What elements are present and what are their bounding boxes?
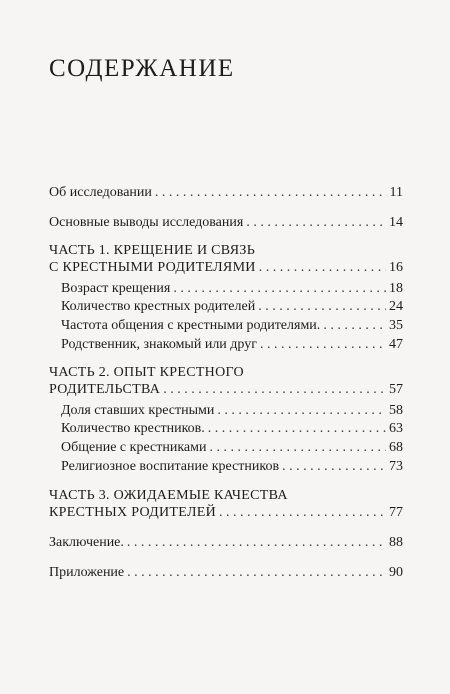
toc-entry-page: 14 bbox=[389, 215, 403, 230]
toc-entry-appendix[interactable] bbox=[49, 564, 403, 581]
dot-leader bbox=[208, 420, 386, 437]
toc-subentry[interactable] bbox=[61, 420, 403, 437]
toc-entry-page: 90 bbox=[389, 565, 403, 580]
toc-entry-page: 68 bbox=[389, 440, 403, 455]
toc-entry-label: Заключение. bbox=[49, 535, 124, 550]
dot-leader bbox=[259, 259, 386, 276]
dot-leader bbox=[209, 439, 386, 456]
dot-leader bbox=[246, 214, 386, 231]
part-heading-line2: С КРЕСТНЫМИ РОДИТЕЛЯМИ bbox=[49, 260, 256, 275]
toc-part-2[interactable] bbox=[49, 364, 403, 398]
toc-subentry[interactable] bbox=[61, 458, 403, 475]
dot-leader bbox=[282, 458, 386, 475]
part-heading-line1: ЧАСТЬ 1. КРЕЩЕНИЕ И СВЯЗЬ bbox=[49, 243, 256, 258]
toc-subentry[interactable] bbox=[61, 280, 403, 297]
page-title: СОДЕРЖАНИЕ bbox=[49, 55, 235, 82]
toc-subentry[interactable] bbox=[61, 402, 403, 419]
toc-entry-label: Общение с крестниками bbox=[61, 440, 207, 455]
toc-entry-page: 35 bbox=[389, 318, 403, 333]
toc-entry-page: 18 bbox=[389, 281, 403, 296]
toc-entry-label: Родственник, знакомый или друг bbox=[61, 337, 257, 352]
dot-leader bbox=[219, 504, 386, 521]
toc-entry-label: Доля ставших крестными bbox=[61, 403, 215, 418]
part-heading-line1: ЧАСТЬ 3. ОЖИДАЕМЫЕ КАЧЕСТВА bbox=[49, 488, 288, 503]
toc-entry-page: 57 bbox=[389, 382, 403, 397]
toc-entry-label: Основные выводы исследования bbox=[49, 215, 244, 230]
toc-entry-label: Приложение bbox=[49, 565, 125, 580]
dot-leader bbox=[323, 317, 386, 334]
dot-leader bbox=[127, 564, 386, 581]
toc-entry-page: 58 bbox=[389, 403, 403, 418]
toc-entry-key-findings[interactable] bbox=[49, 214, 403, 231]
toc-entry-page: 77 bbox=[389, 505, 403, 520]
toc-entry-label: Об исследовании bbox=[49, 185, 152, 200]
toc-entry-label: Религиозное воспитание крестников bbox=[61, 459, 280, 474]
toc-subentry[interactable] bbox=[61, 298, 403, 315]
toc-entry-page: 11 bbox=[389, 185, 403, 200]
toc-part-3[interactable] bbox=[49, 487, 403, 521]
part-heading-line2: РОДИТЕЛЬСТВА bbox=[49, 382, 161, 397]
toc-entry-label: Количество крестников. bbox=[61, 421, 205, 436]
toc-subentry[interactable] bbox=[61, 336, 403, 353]
toc-subentry[interactable] bbox=[61, 317, 403, 334]
toc-entry-page: 63 bbox=[389, 421, 403, 436]
dot-leader bbox=[163, 381, 386, 398]
toc-entry-label: Количество крестных родителей bbox=[61, 299, 256, 314]
dot-leader bbox=[260, 336, 386, 353]
part-heading-line2: КРЕСТНЫХ РОДИТЕЛЕЙ bbox=[49, 505, 217, 520]
toc-entry-about[interactable] bbox=[49, 184, 403, 201]
dot-leader bbox=[173, 280, 386, 297]
toc-subentry[interactable] bbox=[61, 439, 403, 456]
toc-entry-page: 73 bbox=[389, 459, 403, 474]
dot-leader bbox=[127, 534, 386, 551]
part-heading-line1: ЧАСТЬ 2. ОПЫТ КРЕСТНОГО bbox=[49, 365, 244, 380]
toc-entry-label: Частота общения с крестными родителями. bbox=[61, 318, 321, 333]
toc-entry-page: 88 bbox=[389, 535, 403, 550]
toc-entry-page: 24 bbox=[389, 299, 403, 314]
toc-entry-conclusion[interactable] bbox=[49, 534, 403, 551]
dot-leader bbox=[217, 402, 386, 419]
toc-entry-label: Возраст крещения bbox=[61, 281, 171, 296]
toc-entry-page: 16 bbox=[389, 260, 403, 275]
dot-leader bbox=[258, 298, 386, 315]
toc-part-1[interactable] bbox=[49, 242, 403, 276]
dot-leader bbox=[155, 184, 387, 201]
toc-entry-page: 47 bbox=[389, 337, 403, 352]
